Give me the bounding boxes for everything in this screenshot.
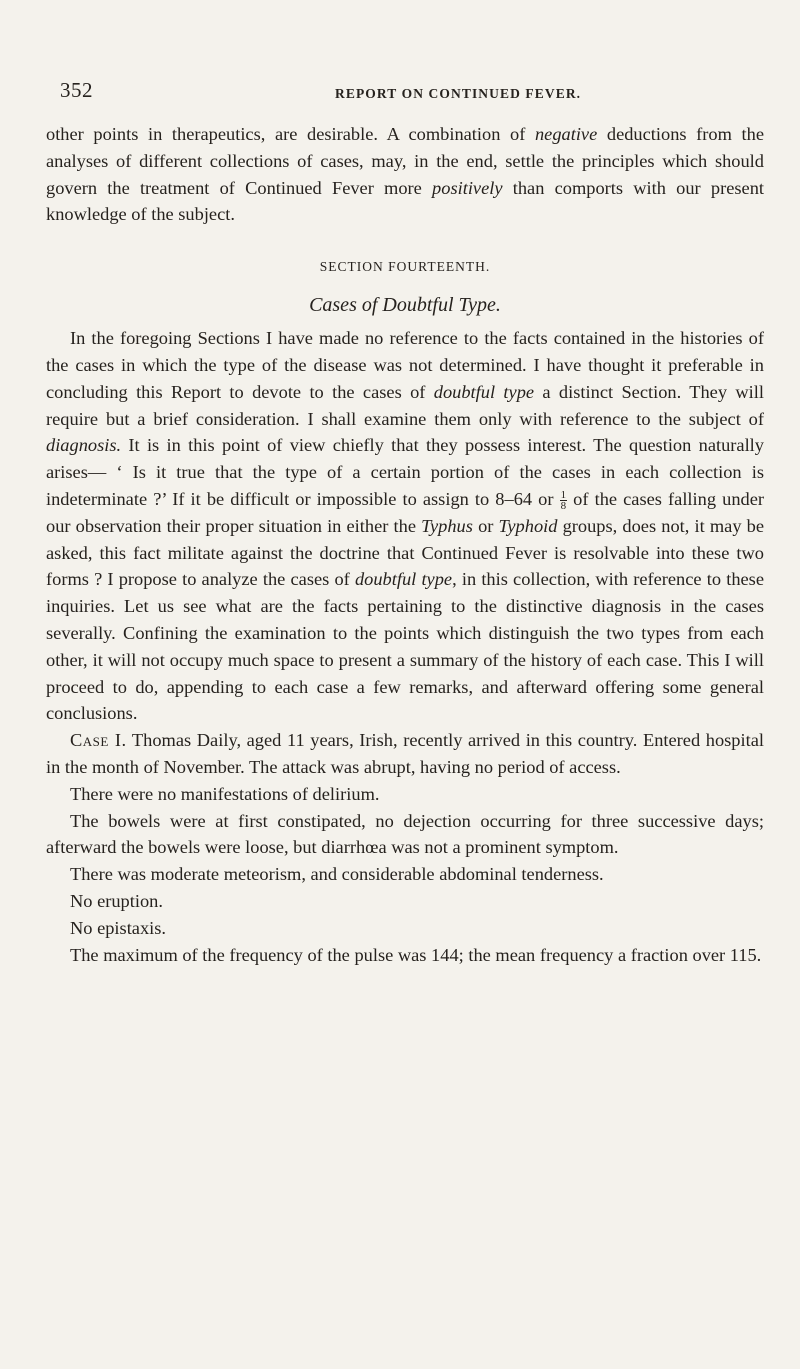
case-label: Case I. xyxy=(70,730,127,751)
fraction-numerator: 1 xyxy=(560,489,567,502)
case-intro: Thomas Daily, aged 11 years, Irish, recently arrived in this country. Entered hospital in the month of November. The attack was abrupt, having no period of access. xyxy=(46,730,764,777)
paragraph-introduction xyxy=(46,325,764,727)
paragraph-continuation xyxy=(46,121,764,228)
body-text xyxy=(46,121,764,968)
italic-run: negative xyxy=(534,124,598,144)
italic-run: doubtful type xyxy=(433,381,535,402)
case-delirium: There were no manifestations of delirium. xyxy=(70,783,380,804)
case-epistaxis: No epistaxis. xyxy=(70,917,167,938)
case-eruption: No eruption. xyxy=(70,890,163,911)
italic-run: diagnosis. xyxy=(46,435,122,456)
page-number: 352 xyxy=(60,78,93,102)
text-run: a distinct Section. They will require but a brief consideration. I shall examine them only with reference to the subject of xyxy=(46,381,764,429)
running-head xyxy=(46,0,764,102)
case-meteorism: There was moderate meteorism, and considerable abdominal tenderness. xyxy=(70,864,604,885)
case-paragraph xyxy=(46,727,764,781)
fraction-denominator: 8 xyxy=(560,500,567,513)
italic-run: positively xyxy=(432,177,503,198)
text-run: than comports with our present knowledge of the subject. xyxy=(46,177,764,225)
section-title: Cases of Doubtful Type. xyxy=(309,294,501,317)
running-title: REPORT ON CONTINUED FEVER. xyxy=(335,86,582,101)
text-run: It is in this point of view chiefly that they possess interest. The question naturally arises— ‘ Is it true that the type of a certain portion of the cases in each collection is indeterminate ?’ If it be difficult or impossible to assign to 8–64 or xyxy=(46,435,764,509)
section-heading: SECTION FOURTEENTH. xyxy=(319,259,491,275)
case-bowels: The bowels were at first constipated, no dejection occurring for three successive days; afterward the bowels were loose, but diarrhœa was not a prominent symptom. xyxy=(46,810,764,858)
text-run: other points in therapeutics, are desirable. A combination of xyxy=(46,124,535,144)
text-run: In the foregoing Sections I have made no reference to the facts contained in the histories of the cases in which the type of the disease was not determined. I have thought it preferable in concluding this Report to devote to the cases of xyxy=(46,328,764,402)
fraction xyxy=(560,490,568,511)
italic-run: Typhus xyxy=(421,515,473,536)
text-run: of the cases falling under our observation their proper situation in either the xyxy=(46,488,764,536)
italic-run: doubtful type xyxy=(354,569,453,590)
text-run: , in this collection, with reference to these inquiries. Let us see what are the facts pertaining to the distinctive diagnosis in the cases severally. Confining the examination to the points which distinguish the two types from each other, it will not occupy much space to present a summary of the history of each case. This I will proceed to do, appending to each case a few remarks, and afterward offering some general conclusions. xyxy=(46,569,764,724)
text-run: groups, does not, it may be asked, this fact militate against the doctrine that Continued Fever is resolvable into these two forms ? I propose to analyze the cases of xyxy=(46,515,765,590)
text-run: deductions from the analyses of different collections of cases, may, in the end, settle the principles which should govern the treatment of Continued Fever more xyxy=(46,124,765,198)
text-run: or xyxy=(472,515,499,536)
case-pulse: The maximum of the frequency of the pulse was 144; the mean frequency a fraction over 115. xyxy=(70,944,762,965)
italic-run: Typhoid xyxy=(498,515,558,536)
